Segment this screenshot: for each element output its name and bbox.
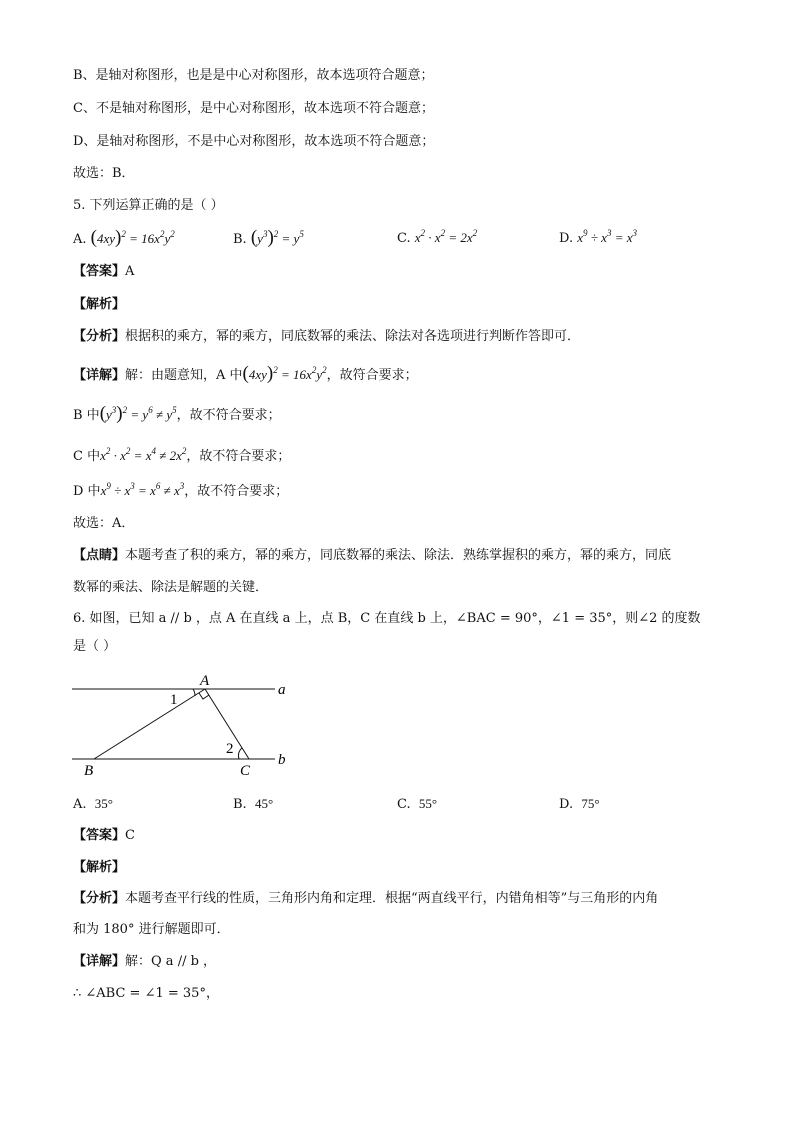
q5-analysis-heading — [73, 295, 125, 315]
q5-xiangjie-a-suffix: ，故符合要求； — [326, 368, 418, 383]
q5-b-prefix: B 中 — [73, 408, 100, 423]
q5-option-d-expr: $x^9 \div x^3 = x^3$ — [577, 228, 637, 245]
q6-option-c — [397, 794, 437, 815]
q5-option-a-letter: A. — [73, 232, 87, 247]
q5-b-suffix: ，故不符合要求； — [176, 408, 281, 423]
q5-xiangjie-a — [73, 364, 418, 386]
q5-xiangjie-d-expr: $x^9 \div x^3 = x^6 \ne x^3$ — [100, 481, 185, 498]
q6-fenxi-text-1: 本题考查平行线的性质，三角形内角和定理．根据“两直线平行，内错角相等”与三角形的内角 — [125, 891, 659, 906]
q5-dianjing-tag: 【点睛】 — [73, 548, 126, 563]
q5-analysis-tag: 【解析】 — [73, 297, 126, 312]
q6-xiangjie-2: ∴ ∠ABC = ∠1 = 35°， — [73, 986, 219, 1001]
q6-fenxi-2: 和为 180° 进行解题即可． — [73, 922, 230, 937]
q6-option-a-value: 35° — [94, 796, 113, 811]
q5-option-b-expr: $(y^3)^2 = y^5$ — [250, 227, 304, 248]
q6-answer-value: C — [125, 828, 135, 843]
q6-xiangjie-1 — [73, 952, 216, 972]
q6-option-c-letter: C. — [397, 797, 411, 812]
q4-choice: 故选：B． — [73, 166, 135, 181]
q6-xiangjie-text-1: 解：Q a // b ， — [125, 954, 217, 969]
label-line-a: a — [278, 682, 286, 698]
q5-answer-value: A — [125, 264, 135, 279]
q5-fenxi-text: 根据积的乘方，幂的乘方，同底数幂的乘法、除法对各选项进行判断作答即可． — [125, 329, 581, 344]
q5-answer — [73, 262, 134, 282]
q6-option-b-letter: B. — [233, 797, 247, 812]
q6-stem-1: 6. 如图，已知 a // b ，点 A 在直线 a 上，点 B，C 在直线 b 上，∠BAC = 90°，∠1 = 35°，则∠2 的度数 — [73, 611, 701, 626]
q5-dianjing-1 — [73, 546, 671, 566]
q5-c-suffix: ，故不符合要求； — [186, 449, 291, 464]
label-angle-2: 2 — [226, 741, 234, 757]
q5-option-c — [397, 228, 477, 249]
q6-option-a-letter: A. — [73, 797, 87, 812]
q5-option-a — [73, 228, 175, 250]
q6-fenxi-1 — [73, 889, 658, 909]
q6-option-b — [233, 794, 273, 815]
q6-analysis-heading — [73, 858, 125, 878]
q5-option-c-expr: $x^2 \cdot x^2 = 2x^2$ — [414, 228, 478, 245]
q6-option-c-value: 55° — [418, 796, 438, 811]
q5-option-b — [233, 228, 304, 250]
q6-xiangjie-tag: 【详解】 — [73, 954, 126, 969]
q5-xiangjie-d — [73, 481, 288, 502]
q5-xiangjie-b-expr: $(y^3)^2 = y^6 \ne y^5$ — [99, 403, 177, 424]
label-line-b: b — [278, 752, 286, 768]
q5-stem: 5. 下列运算正确的是（ ） — [73, 198, 224, 213]
q5-choice: 故选：A． — [73, 516, 135, 531]
angle-1-arc — [193, 689, 195, 696]
segment-ab — [94, 689, 205, 759]
q6-stem-2: 是（ ） — [73, 639, 117, 654]
q5-xiangjie-b — [73, 404, 281, 426]
q5-d-suffix: ，故不符合要求； — [184, 484, 289, 499]
label-point-b: B — [84, 763, 94, 779]
angle-2-arc — [238, 748, 242, 759]
q6-option-d — [559, 794, 600, 815]
q6-option-d-value: 75° — [581, 796, 600, 811]
q6-fenxi-tag: 【分析】 — [73, 891, 126, 906]
q5-xiangjie-a-expr: $(4xy)^2 = 16x^2y^2$ — [242, 363, 327, 384]
q5-dianjing-text-1: 本题考查了积的乘方，幂的乘方，同底数幂的乘法、除法．熟练掌握积的乘方，幂的乘方，同底 — [125, 548, 672, 563]
q5-fenxi-tag: 【分析】 — [73, 329, 126, 344]
q5-xiangjie-c — [73, 446, 290, 467]
q4-option-d-explanation: D、是轴对称图形，不是中心对称图形，故本选项不符合题意； — [73, 134, 435, 149]
q5-option-d-letter: D. — [559, 231, 574, 246]
q5-fenxi — [73, 327, 580, 347]
q6-option-a — [73, 794, 113, 815]
q5-c-prefix: C 中 — [73, 449, 101, 464]
q6-option-b-value: 45° — [254, 796, 274, 811]
q6-analysis-tag: 【解析】 — [73, 860, 126, 875]
q6-geometry-figure — [60, 670, 310, 782]
q5-d-prefix: D 中 — [73, 484, 101, 499]
q5-option-a-expr: $(4xy)^2 = 16x^2y^2$ — [90, 227, 175, 248]
q6-option-d-letter: D. — [559, 797, 574, 812]
label-angle-1: 1 — [170, 692, 178, 708]
q5-xiangjie-c-expr: $x^2 \cdot x^2 = x^4 \ne 2x^2$ — [100, 446, 187, 463]
q5-xiangjie-prefix: 解：由题意知，A 中 — [125, 368, 243, 383]
q5-xiangjie-tag: 【详解】 — [73, 368, 126, 383]
q5-dianjing-2: 数幂的乘法、除法是解题的关键． — [73, 580, 269, 595]
q6-answer-tag: 【答案】 — [73, 828, 126, 843]
label-point-a: A — [200, 673, 210, 689]
q5-option-b-letter: B. — [233, 232, 247, 247]
q6-answer — [73, 826, 135, 846]
q5-option-d — [559, 228, 637, 249]
q5-option-c-letter: C. — [397, 231, 411, 246]
q4-option-b-explanation: B、是轴对称图形，也是是中心对称图形，故本选项符合题意； — [73, 68, 434, 83]
q5-answer-tag: 【答案】 — [73, 264, 126, 279]
label-point-c: C — [240, 763, 251, 779]
q4-option-c-explanation: C、不是轴对称图形，是中心对称图形，故本选项不符合题意； — [73, 101, 434, 116]
